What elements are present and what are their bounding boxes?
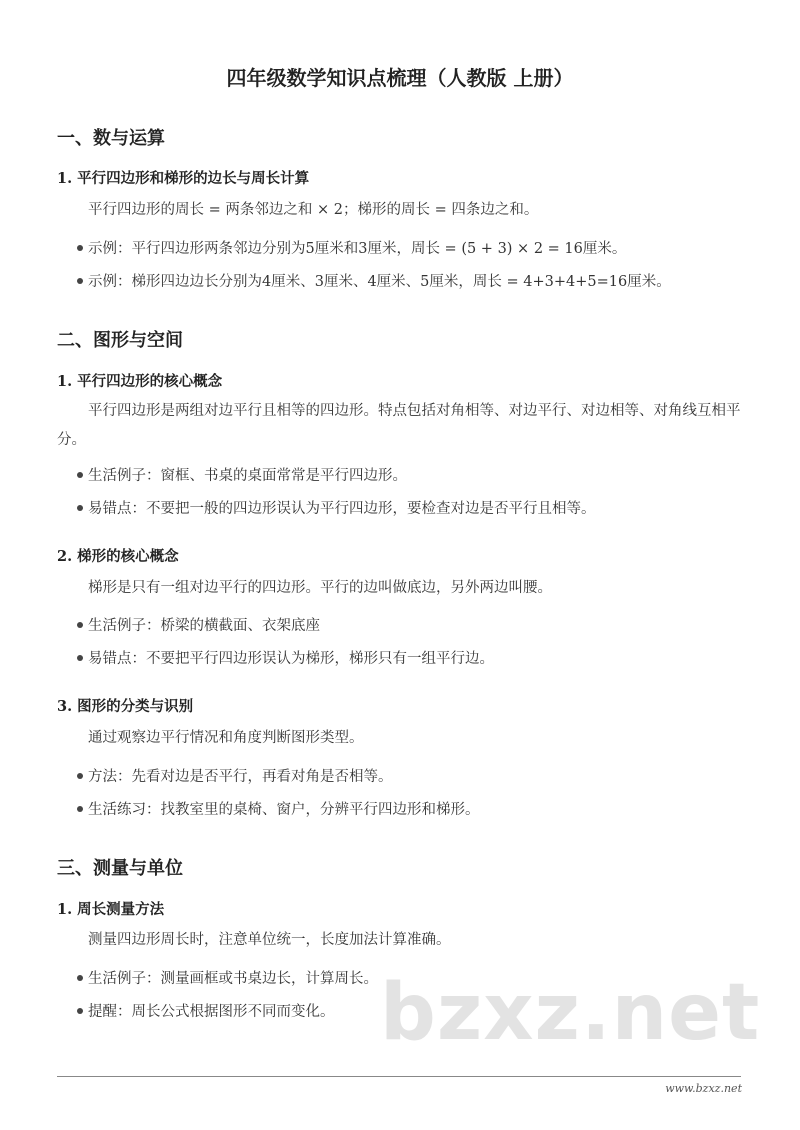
bullet-text: 示例：平行四边形两条邻边分别为5厘米和3厘米，周长 = (5 + 3) × 2 = 16厘米。 — [88, 241, 627, 257]
bullet-text: 易错点：不要把平行四边形误认为梯形，梯形只有一组平行边。 — [88, 651, 494, 667]
bullet-dot-icon — [77, 1008, 83, 1014]
bullet-item — [77, 237, 626, 258]
bullet-dot-icon — [77, 806, 83, 812]
topic-text: 平行四边形是两组对边平行且相等的四边形。特点包括对角相等、对边平行、对边相等、对角线互相平分。 — [57, 403, 741, 448]
topic-text: 平行四边形的周长 = 两条邻边之和 × 2；梯形的周长 = 四条边之和。 — [88, 202, 539, 218]
bullet-dot-icon — [77, 975, 83, 981]
section-heading: 三、测量与单位 — [57, 858, 183, 879]
topic-text: 梯形是只有一组对边平行的四边形。平行的边叫做底边，另外两边叫腰。 — [88, 580, 552, 596]
bullet-item — [77, 765, 393, 786]
bullet-item — [77, 967, 378, 988]
bullet-dot-icon — [77, 622, 83, 628]
topic-heading: 2. 梯形的核心概念 — [57, 548, 179, 565]
topic-text: 通过观察边平行情况和角度判断图形类型。 — [88, 730, 364, 746]
bullet-dot-icon — [77, 245, 83, 251]
bullet-dot-icon — [77, 505, 83, 511]
bullet-item — [77, 497, 596, 518]
page-title: 四年级数学知识点梳理（人教版 上册） — [226, 66, 574, 90]
topic-heading: 3. 图形的分类与识别 — [57, 698, 194, 715]
bullet-text: 易错点：不要把一般的四边形误认为平行四边形，要检查对边是否平行且相等。 — [88, 501, 596, 517]
topic-text: 测量四边形周长时，注意单位统一，长度加法计算准确。 — [88, 932, 451, 948]
bullet-dot-icon — [77, 472, 83, 478]
bullet-text: 生活例子：测量画框或书桌边长，计算周长。 — [88, 971, 378, 987]
bullet-text: 示例：梯形四边边长分别为4厘米、3厘米、4厘米、5厘米，周长 = 4+3+4+5=16厘米。 — [88, 274, 671, 290]
bullet-dot-icon — [77, 278, 83, 284]
bullet-dot-icon — [77, 655, 83, 661]
topic-heading: 1. 周长测量方法 — [57, 901, 165, 918]
bullet-dot-icon — [77, 773, 83, 779]
bullet-text: 提醒：周长公式根据图形不同而变化。 — [88, 1004, 335, 1020]
watermark: bzxz.net — [380, 968, 761, 1058]
section-heading: 二、图形与空间 — [57, 330, 183, 351]
bullet-item — [77, 464, 407, 485]
bullet-text: 生活例子：窗框、书桌的桌面常常是平行四边形。 — [88, 468, 407, 484]
bullet-item — [77, 614, 320, 635]
topic-heading: 1. 平行四边形和梯形的边长与周长计算 — [57, 170, 310, 187]
footer-url: www.bzxz.net — [665, 1082, 742, 1095]
bullet-item — [77, 270, 671, 291]
bullet-text: 生活练习：找教室里的桌椅、窗户，分辨平行四边形和梯形。 — [88, 802, 480, 818]
bullet-text: 方法：先看对边是否平行，再看对角是否相等。 — [88, 769, 393, 785]
bullet-item — [77, 798, 480, 819]
footer-divider — [57, 1076, 741, 1077]
bullet-text: 生活例子：桥梁的横截面、衣架底座 — [88, 618, 320, 634]
bullet-item — [77, 1000, 335, 1021]
topic-heading: 1. 平行四边形的核心概念 — [57, 373, 223, 390]
bullet-item — [77, 647, 494, 668]
section-heading: 一、数与运算 — [57, 128, 165, 149]
